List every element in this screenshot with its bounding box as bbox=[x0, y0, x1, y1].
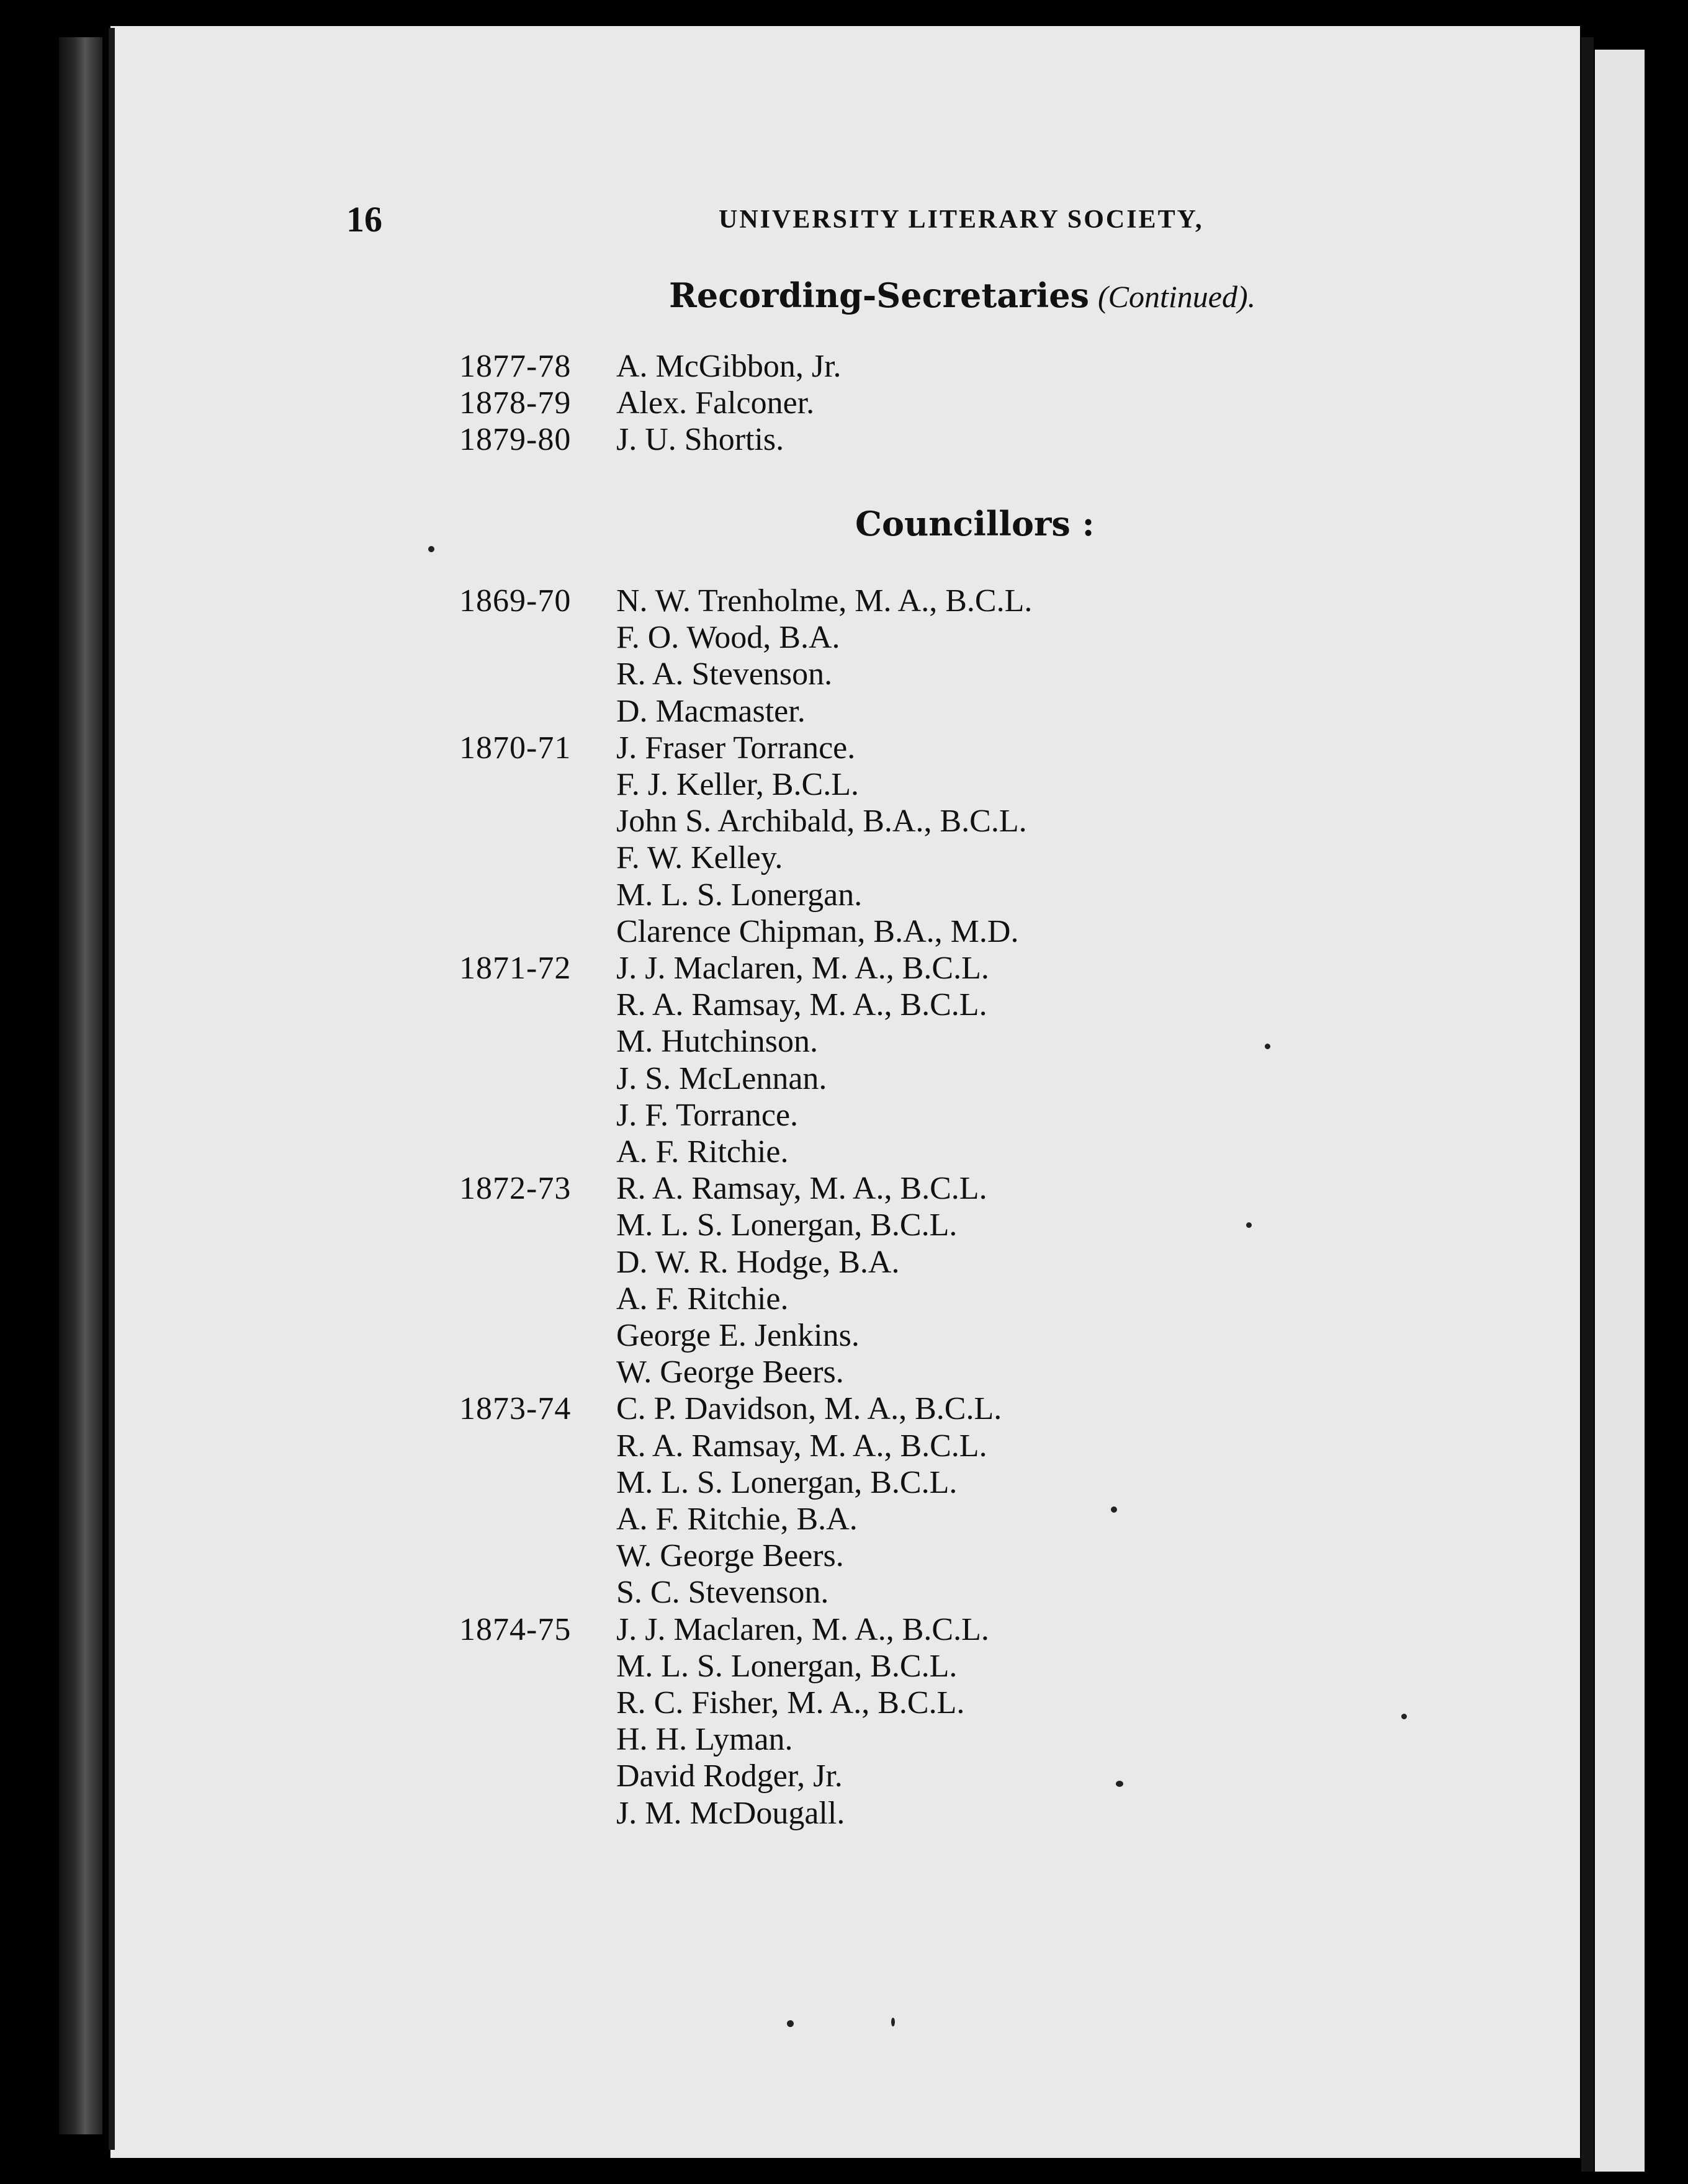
entry-year: 1877-78 bbox=[459, 349, 572, 384]
entry-row bbox=[110, 729, 1580, 768]
entry-name: D. Macmaster. bbox=[616, 694, 806, 729]
entry-row bbox=[110, 1023, 1580, 1061]
book-page bbox=[110, 26, 1580, 2158]
entry-name: A. McGibbon, Jr. bbox=[616, 349, 842, 384]
entry-row bbox=[110, 1353, 1580, 1392]
entry-row bbox=[110, 1500, 1580, 1539]
entry-name: R. A. Ramsay, M. A., B.C.L. bbox=[616, 1428, 987, 1464]
entry-row bbox=[110, 1464, 1580, 1502]
entry-name: David Rodger, Jr. bbox=[616, 1758, 843, 1794]
entry-row bbox=[110, 913, 1580, 951]
entry-row bbox=[110, 1133, 1580, 1171]
entry-row bbox=[110, 839, 1580, 877]
entry-row bbox=[110, 1206, 1580, 1245]
section-heading-councillors: Councillors : bbox=[855, 504, 1095, 544]
scan-speck bbox=[1265, 1044, 1270, 1049]
page-number: 16 bbox=[346, 199, 382, 239]
entry-name: A. F. Ritchie. bbox=[616, 1281, 789, 1317]
binding-shadow bbox=[59, 37, 102, 2134]
entry-row bbox=[110, 1317, 1580, 1355]
entry-name: J. J. Maclaren, M. A., B.C.L. bbox=[616, 1612, 989, 1647]
entry-name: R. A. Stevenson. bbox=[616, 656, 833, 692]
entry-year: 1874-75 bbox=[459, 1612, 572, 1647]
entry-name: F. O. Wood, B.A. bbox=[616, 620, 840, 655]
entry-name: R. A. Ramsay, M. A., B.C.L. bbox=[616, 1171, 987, 1206]
entry-name: J. M. McDougall. bbox=[616, 1796, 845, 1831]
section-title: Recording-Secretaries bbox=[669, 275, 1089, 315]
entry-row bbox=[110, 1427, 1580, 1466]
entry-name: W. George Beers. bbox=[616, 1354, 844, 1390]
entry-year: 1870-71 bbox=[459, 730, 572, 766]
entry-row bbox=[110, 692, 1580, 731]
adjacent-page bbox=[1595, 50, 1645, 2172]
entry-row bbox=[110, 582, 1580, 620]
entry-row bbox=[110, 1537, 1580, 1575]
entry-row bbox=[110, 1280, 1580, 1318]
entry-name: M. L. S. Lonergan, B.C.L. bbox=[616, 1649, 958, 1684]
section-subtitle: (Continued). bbox=[1097, 279, 1256, 314]
entry-row bbox=[110, 986, 1580, 1024]
entry-name: J. Fraser Torrance. bbox=[616, 730, 856, 766]
entry-name: J. F. Torrance. bbox=[616, 1098, 799, 1133]
entry-year: 1871-72 bbox=[459, 951, 572, 986]
entry-row bbox=[110, 1611, 1580, 1649]
entry-row bbox=[110, 1170, 1580, 1208]
entry-row bbox=[110, 1721, 1580, 1759]
entry-name: J. J. Maclaren, M. A., B.C.L. bbox=[616, 951, 989, 986]
scan-speck bbox=[1401, 1714, 1407, 1719]
entry-year: 1872-73 bbox=[459, 1171, 572, 1206]
entry-name: S. C. Stevenson. bbox=[616, 1575, 829, 1610]
entry-name: R. C. Fisher, M. A., B.C.L. bbox=[616, 1685, 965, 1721]
entry-name: A. F. Ritchie. bbox=[616, 1134, 789, 1170]
entry-row bbox=[110, 1096, 1580, 1135]
entry-row bbox=[110, 1757, 1580, 1796]
entry-name: M. L. S. Lonergan. bbox=[616, 877, 863, 913]
scan-speck bbox=[428, 546, 434, 552]
binding-edge bbox=[109, 28, 115, 2150]
adjacent-page-edge bbox=[1581, 37, 1594, 2172]
entry-name: M. L. S. Lonergan, B.C.L. bbox=[616, 1207, 958, 1243]
entry-row bbox=[110, 1243, 1580, 1282]
entry-year: 1869-70 bbox=[459, 583, 572, 619]
entry-row bbox=[110, 421, 1580, 459]
entry-row bbox=[110, 802, 1580, 841]
entry-row bbox=[110, 1794, 1580, 1833]
scan-speck bbox=[1246, 1222, 1252, 1228]
entry-name: F. J. Keller, B.C.L. bbox=[616, 767, 859, 802]
entry-name: C. P. Davidson, M. A., B.C.L. bbox=[616, 1391, 1002, 1426]
entry-name: John S. Archibald, B.A., B.C.L. bbox=[616, 803, 1027, 839]
entry-name: M. Hutchinson. bbox=[616, 1024, 818, 1059]
entry-year: 1873-74 bbox=[459, 1391, 572, 1426]
entry-name: J. S. McLennan. bbox=[616, 1061, 827, 1096]
entry-year: 1878-79 bbox=[459, 385, 572, 421]
entry-row bbox=[110, 1573, 1580, 1612]
entry-row bbox=[110, 876, 1580, 915]
entry-name: M. L. S. Lonergan, B.C.L. bbox=[616, 1465, 958, 1500]
running-title: UNIVERSITY LITERARY SOCIETY, bbox=[719, 205, 1204, 234]
entry-name: Clarence Chipman, B.A., M.D. bbox=[616, 914, 1019, 949]
entry-name: A. F. Ritchie, B.A. bbox=[616, 1502, 858, 1537]
entry-row bbox=[110, 1060, 1580, 1098]
entry-row bbox=[110, 1684, 1580, 1722]
scan-speck bbox=[1116, 1781, 1123, 1787]
entry-name: N. W. Trenholme, M. A., B.C.L. bbox=[616, 583, 1033, 619]
section-heading-recording-secretaries bbox=[669, 275, 1255, 315]
scan-speck bbox=[891, 2018, 895, 2026]
entry-row bbox=[110, 1647, 1580, 1686]
entry-name: W. George Beers. bbox=[616, 1538, 844, 1573]
entry-row bbox=[110, 347, 1580, 386]
scan-speck bbox=[787, 2020, 794, 2027]
entry-row bbox=[110, 619, 1580, 657]
scan-speck bbox=[1111, 1506, 1117, 1513]
entry-name: H. H. Lyman. bbox=[616, 1722, 793, 1757]
entry-row bbox=[110, 384, 1580, 423]
entry-row bbox=[110, 655, 1580, 694]
entry-name: F. W. Kelley. bbox=[616, 840, 783, 875]
entry-row bbox=[110, 1390, 1580, 1428]
entry-name: R. A. Ramsay, M. A., B.C.L. bbox=[616, 987, 987, 1023]
entry-year: 1879-80 bbox=[459, 422, 572, 457]
entry-name: Alex. Falconer. bbox=[616, 385, 815, 421]
entry-name: George E. Jenkins. bbox=[616, 1318, 860, 1353]
entry-row bbox=[110, 949, 1580, 988]
entry-name: D. W. R. Hodge, B.A. bbox=[616, 1245, 900, 1280]
entry-name: J. U. Shortis. bbox=[616, 422, 784, 457]
entry-row bbox=[110, 766, 1580, 804]
